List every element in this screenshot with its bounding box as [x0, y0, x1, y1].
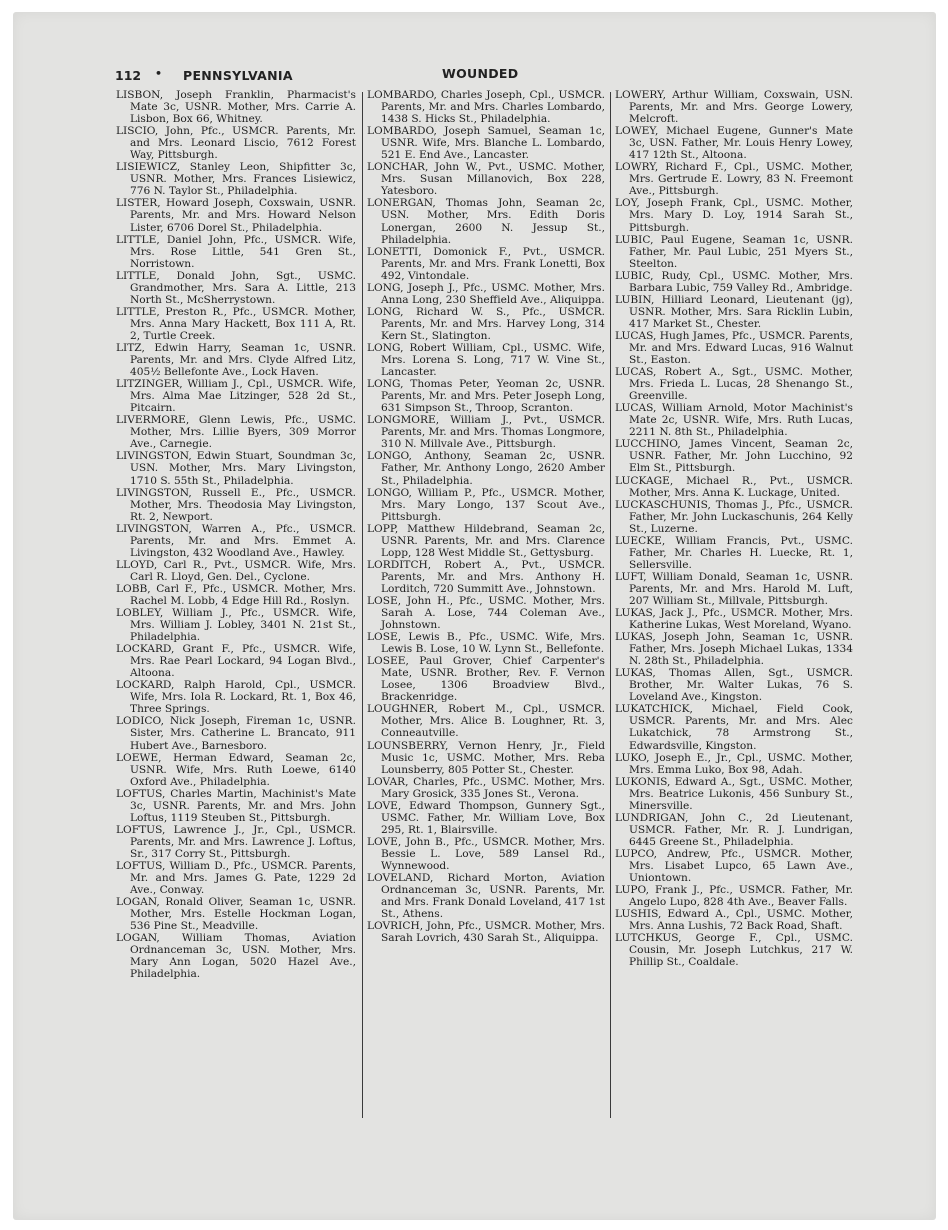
casualty-entry: LOPP, Matthew Hildebrand, Seaman 2c, USNR. Parents, Mr. and Mrs. Clarence Lopp, 128 West Middle St., Gettysburg. — [367, 522, 605, 559]
casualty-entry: LIVINGSTON, Edwin Stuart, Soundman 3c, USN. Mother, Mrs. Mary Livingston, 1710 S. 55th St., Philadelphia. — [116, 450, 356, 487]
casualty-entry: LUBIC, Rudy, Cpl., USMC. Mother, Mrs. Barbara Lubic, 759 Valley Rd., Ambridge. — [615, 269, 853, 294]
casualty-entry: LORDITCH, Robert A., Pvt., USMCR. Parents, Mr. and Mrs. Anthony H. Lorditch, 720 Summitt Ave., Johnstown. — [367, 558, 605, 595]
casualty-entry: LOMBARDO, Charles Joseph, Cpl., USMCR. Parents, Mr. and Mrs. Charles Lombardo, 1438 S. Hicks St., Philadelphia. — [367, 89, 605, 126]
casualty-entry: LUKAS, Joseph John, Seaman 1c, USNR. Father, Mrs. Joseph Michael Lukas, 1334 N. 28th St., Philadelphia. — [615, 631, 853, 668]
casualty-entry: LOSE, John H., Pfc., USMC. Mother, Mrs. Sarah A. Lose, 744 Coleman Ave., Johnstown. — [367, 594, 605, 632]
casualty-entry: LOVE, John B., Pfc., USMCR. Mother, Mrs. Bessie L. Love, 589 Lansel Rd., Wynnewood. — [367, 835, 605, 872]
casualty-entry: LONGO, William P., Pfc., USMCR. Mother, Mrs. Mary Longo, 137 Scout Ave., Pittsburgh. — [367, 486, 605, 523]
casualty-entry: LUCAS, Robert A., Sgt., USMC. Mother, Mrs. Frieda L. Lucas, 28 Shenango St., Greenville. — [615, 366, 853, 403]
casualty-entry: LITTLE, Donald John, Sgt., USMC. Grandmother, Mrs. Sara A. Little, 213 North St., McSherrystown. — [116, 269, 356, 306]
casualty-entry: LONGO, Anthony, Seaman 2c, USNR. Father, Mr. Anthony Longo, 2620 Amber St., Philadelphia. — [367, 450, 605, 487]
casualty-entry: LONERGAN, Thomas John, Seaman 2c, USN. Mother, Mrs. Edith Doris Lonergan, 2600 N. Jessup St., Philadelphia. — [367, 197, 605, 246]
casualty-entry: LUNDRIGAN, John C., 2d Lieutenant, USMCR. Father, Mr. R. J. Lundrigan, 6445 Greene St., Philadelphia. — [615, 811, 853, 848]
casualty-entry: LOCKARD, Grant F., Pfc., USMCR. Wife, Mrs. Rae Pearl Lockard, 94 Logan Blvd., Altoona. — [116, 643, 356, 680]
casualty-entry: LITZ, Edwin Harry, Seaman 1c, USNR. Parents, Mr. and Mrs. Clyde Alfred Litz, 405½ Bellefonte Ave., Lock Haven. — [116, 341, 356, 379]
casualty-entry: LOSE, Lewis B., Pfc., USMC. Wife, Mrs. Lewis B. Lose, 10 W. Lynn St., Bellefonte. — [367, 631, 605, 656]
casualty-entry: LUCKAGE, Michael R., Pvt., USMCR. Mother, Mrs. Anna K. Luckage, United. — [615, 474, 853, 499]
casualty-entry: LONG, Robert William, Cpl., USMC. Wife, Mrs. Lorena S. Long, 717 W. Vine St., Lancaster. — [367, 341, 605, 379]
casualty-entry: LONETTI, Domonick F., Pvt., USMCR. Parents, Mr. and Mrs. Frank Lonetti, Box 492, Vintondale. — [367, 245, 605, 282]
casualty-entry: LONCHAR, John W., Pvt., USMC. Mother, Mrs. Susan Millanovich, Box 228, Yatesboro. — [367, 161, 605, 198]
casualty-entry: LOWRY, Richard F., Cpl., USMC. Mother, Mrs. Gertrude E. Lowry, 83 N. Freemont Ave., Pittsburgh. — [615, 161, 853, 198]
casualty-entry: LONG, Richard W. S., Pfc., USMCR. Parents, Mr. and Mrs. Harvey Long, 314 Kern St., Slatington. — [367, 305, 605, 342]
casualty-entry: LOEWE, Herman Edward, Seaman 2c, USNR. Wife, Mrs. Ruth Loewe, 6140 Oxford Ave., Philadelphia. — [116, 751, 356, 788]
casualty-entry: LITZINGER, William J., Cpl., USMCR. Wife, Mrs. Alma Mae Litzinger, 528 2d St., Pitcairn. — [116, 378, 356, 415]
casualty-entry: LITTLE, Preston R., Pfc., USMCR. Mother, Mrs. Anna Mary Hackett, Box 111 A, Rt. 2, Turtle Creek. — [116, 305, 356, 342]
casualty-entry: LITTLE, Daniel John, Pfc., USMCR. Wife, Mrs. Rose Little, 541 Gren St., Norristown. — [116, 233, 356, 270]
column-divider — [362, 92, 363, 1118]
casualty-entry: LOWERY, Arthur William, Coxswain, USN. Parents, Mr. and Mrs. George Lowery, Melcroft. — [615, 89, 853, 126]
casualty-entry: LUPCO, Andrew, Pfc., USMCR. Mother, Mrs. Lisabet Lupco, 65 Lawn Ave., Uniontown. — [615, 847, 853, 885]
casualty-entry: LUBIN, Hilliard Leonard, Lieutenant (jg), USNR. Mother, Mrs. Sara Ricklin Lubin, 417 Market St., Chester. — [615, 293, 853, 330]
casualty-entry: LOUNSBERRY, Vernon Henry, Jr., Field Music 1c, USMC. Mother, Mrs. Reba Lounsberry, 805 Potter St., Chester. — [367, 739, 605, 776]
casualty-entry: LISBON, Joseph Franklin, Pharmacist's Mate 3c, USNR. Mother, Mrs. Carrie A. Lisbon, Box 66, Whitney. — [116, 89, 356, 126]
column-left — [116, 89, 356, 980]
casualty-entry: LUFT, William Donald, Seaman 1c, USNR. Parents, Mr. and Mrs. Harold M. Luft, 207 William St., Millvale, Pittsburgh. — [615, 570, 853, 607]
casualty-entry: LUCKASCHUNIS, Thomas J., Pfc., USMCR. Father, Mr. John Luckaschunis, 264 Kelly St., Luzerne. — [615, 498, 853, 535]
casualty-entry: LLOYD, Carl R., Pvt., USMCR. Wife, Mrs. Carl R. Lloyd, Gen. Del., Cyclone. — [116, 558, 356, 583]
casualty-entry: LOVAR, Charles, Pfc., USMC. Mother, Mrs. Mary Grosick, 335 Jones St., Verona. — [367, 775, 605, 800]
state-heading: PENNSYLVANIA — [183, 68, 293, 83]
page-number: 112 — [115, 68, 142, 83]
casualty-entry: LOVELAND, Richard Morton, Aviation Ordnanceman 3c, USNR. Parents, Mr. and Mrs. Frank Donald Loveland, 417 1st St., Athens. — [367, 872, 605, 921]
casualty-entry: LONG, Thomas Peter, Yeoman 2c, USNR. Parents, Mr. and Mrs. Peter Joseph Long, 631 Simpson St., Throop, Scranton. — [367, 378, 605, 415]
casualty-entry: LOUGHNER, Robert M., Cpl., USMCR. Mother, Mrs. Alice B. Loughner, Rt. 3, Conneautville. — [367, 703, 605, 740]
casualty-entry: LOGAN, Ronald Oliver, Seaman 1c, USNR. Mother, Mrs. Estelle Hockman Logan, 536 Pine St., Meadville. — [116, 896, 356, 933]
casualty-entry: LUKONIS, Edward A., Sgt., USMC. Mother, Mrs. Beatrice Lukonis, 456 Sunbury St., Minersville. — [615, 775, 853, 812]
casualty-entry: LUECKE, William Francis, Pvt., USMC. Father, Mr. Charles H. Luecke, Rt. 1, Sellersville. — [615, 534, 853, 571]
casualty-entry: LUSHIS, Edward A., Cpl., USMC. Mother, Mrs. Anna Lushis, 72 Back Road, Shaft. — [615, 908, 853, 933]
column-divider — [610, 92, 611, 1118]
column-middle — [367, 89, 605, 944]
casualty-entry: LUKATCHICK, Michael, Field Cook, USMCR. Parents, Mr. and Mrs. Alec Lukatchick, 78 Armstrong St., Edwardsville, Kingston. — [615, 703, 853, 752]
casualty-entry: LOY, Joseph Frank, Cpl., USMC. Mother, Mrs. Mary D. Loy, 1914 Sarah St., Pittsburgh. — [615, 197, 853, 234]
casualty-entry: LOVRICH, John, Pfc., USMCR. Mother, Mrs. Sarah Lovrich, 430 Sarah St., Aliquippa. — [367, 920, 605, 945]
casualty-entry: LUPO, Frank J., Pfc., USMCR. Father, Mr. Angelo Lupo, 828 4th Ave., Beaver Falls. — [615, 884, 853, 909]
casualty-entry: LOBLEY, William J., Pfc., USMCR. Wife, Mrs. William J. Lobley, 3401 N. 21st St., Philadelphia. — [116, 607, 356, 644]
casualty-entry: LUBIC, Paul Eugene, Seaman 1c, USNR. Father, Mr. Paul Lubic, 251 Myers St., Steelton. — [615, 233, 853, 270]
casualty-entry: LOBB, Carl F., Pfc., USMCR. Mother, Mrs. Rachel M. Lobb, 4 Edge Hill Rd., Roslyn. — [116, 582, 356, 607]
header-bullet: • — [155, 67, 163, 80]
casualty-entry: LOVE, Edward Thompson, Gunnery Sgt., USMC. Father, Mr. William Love, Box 295, Rt. 1, Blairsville. — [367, 799, 605, 836]
casualty-entry: LODICO, Nick Joseph, Fireman 1c, USNR. Sister, Mrs. Catherine L. Brancato, 911 Hubert Ave., Barnesboro. — [116, 715, 356, 752]
casualty-entry: LISIEWICZ, Stanley Leon, Shipfitter 3c, USNR. Mother, Mrs. Frances Lisiewicz, 776 N. Taylor St., Philadelphia. — [116, 161, 356, 198]
casualty-entry: LOFTUS, Lawrence J., Jr., Cpl., USMCR. Parents, Mr. and Mrs. Lawrence J. Loftus, Sr., 317 Corry St., Pittsburgh. — [116, 823, 356, 860]
casualty-entry: LOWEY, Michael Eugene, Gunner's Mate 3c, USN. Father, Mr. Louis Henry Lowey, 417 12th St., Altoona. — [615, 125, 853, 162]
casualty-entry: LUCCHINO, James Vincent, Seaman 2c, USNR. Father, Mr. John Lucchino, 92 Elm St., Pittsburgh. — [615, 438, 853, 475]
casualty-entry: LIVINGSTON, Warren A., Pfc., USMCR. Parents, Mr. and Mrs. Emmet A. Livingston, 432 Woodland Ave., Hawley. — [116, 522, 356, 559]
casualty-entry: LUKAS, Thomas Allen, Sgt., USMCR. Brother, Mr. Walter Lukas, 76 S. Loveland Ave., Kingston. — [615, 667, 853, 704]
casualty-entry: LOCKARD, Ralph Harold, Cpl., USMCR. Wife, Mrs. Iola R. Lockard, Rt. 1, Box 46, Three Springs. — [116, 679, 356, 716]
casualty-entry: LIVERMORE, Glenn Lewis, Pfc., USMC. Mother, Mrs. Lillie Byers, 309 Morror Ave., Carnegie. — [116, 414, 356, 451]
section-heading: WOUNDED — [442, 66, 519, 81]
casualty-entry: LIVINGSTON, Russell E., Pfc., USMCR. Mother, Mrs. Theodosia May Livingston, Rt. 2, Newport. — [116, 486, 356, 523]
casualty-entry: LISTER, Howard Joseph, Coxswain, USNR. Parents, Mr. and Mrs. Howard Nelson Lister, 6706 Dorel St., Philadelphia. — [116, 197, 356, 234]
page-header — [0, 64, 948, 84]
casualty-entry: LUKAS, Jack J., Pfc., USMCR. Mother, Mrs. Katherine Lukas, West Moreland, Wyano. — [615, 607, 853, 632]
column-right — [615, 89, 853, 968]
casualty-entry: LOSEE, Paul Grover, Chief Carpenter's Mate, USNR. Brother, Rev. F. Vernon Losee, 1306 Broadview Blvd., Brackenridge. — [367, 655, 605, 704]
casualty-entry: LUCAS, William Arnold, Motor Machinist's Mate 2c, USNR. Wife, Mrs. Ruth Lucas, 2211 N. 8th St., Philadelphia. — [615, 402, 853, 439]
casualty-entry: LONGMORE, William J., Pvt., USMCR. Parents, Mr. and Mrs. Thomas Longmore, 310 N. Millvale Ave., Pittsburgh. — [367, 414, 605, 451]
casualty-entry: LUTCHKUS, George F., Cpl., USMC. Cousin, Mr. Joseph Lutchkus, 217 W. Phillip St., Coaldale. — [615, 932, 853, 969]
casualty-entry: LISCIO, John, Pfc., USMCR. Parents, Mr. and Mrs. Leonard Liscio, 7612 Forest Way, Pittsburgh. — [116, 125, 356, 162]
casualty-entry: LUCAS, Hugh James, Pfc., USMCR. Parents, Mr. and Mrs. Edward Lucas, 916 Walnut St., Easton. — [615, 329, 853, 367]
casualty-entry: LONG, Joseph J., Pfc., USMC. Mother, Mrs. Anna Long, 230 Sheffield Ave., Aliquippa. — [367, 281, 605, 306]
casualty-entry: LOGAN, William Thomas, Aviation Ordnanceman 3c, USN. Mother, Mrs. Mary Ann Logan, 5020 Hazel Ave., Philadelphia. — [116, 932, 356, 981]
casualty-entry: LUKO, Joseph E., Jr., Cpl., USMC. Mother, Mrs. Emma Luko, Box 98, Adah. — [615, 751, 853, 776]
casualty-entry: LOMBARDO, Joseph Samuel, Seaman 1c, USNR. Wife, Mrs. Blanche L. Lombardo, 521 E. End Ave., Lancaster. — [367, 125, 605, 162]
casualty-entry: LOFTUS, Charles Martin, Machinist's Mate 3c, USNR. Parents, Mr. and Mrs. John Loftus, 1119 Steuben St., Pittsburgh. — [116, 787, 356, 824]
casualty-entry: LOFTUS, William D., Pfc., USMCR. Parents, Mr. and Mrs. James G. Pate, 1229 2d Ave., Conway. — [116, 860, 356, 897]
